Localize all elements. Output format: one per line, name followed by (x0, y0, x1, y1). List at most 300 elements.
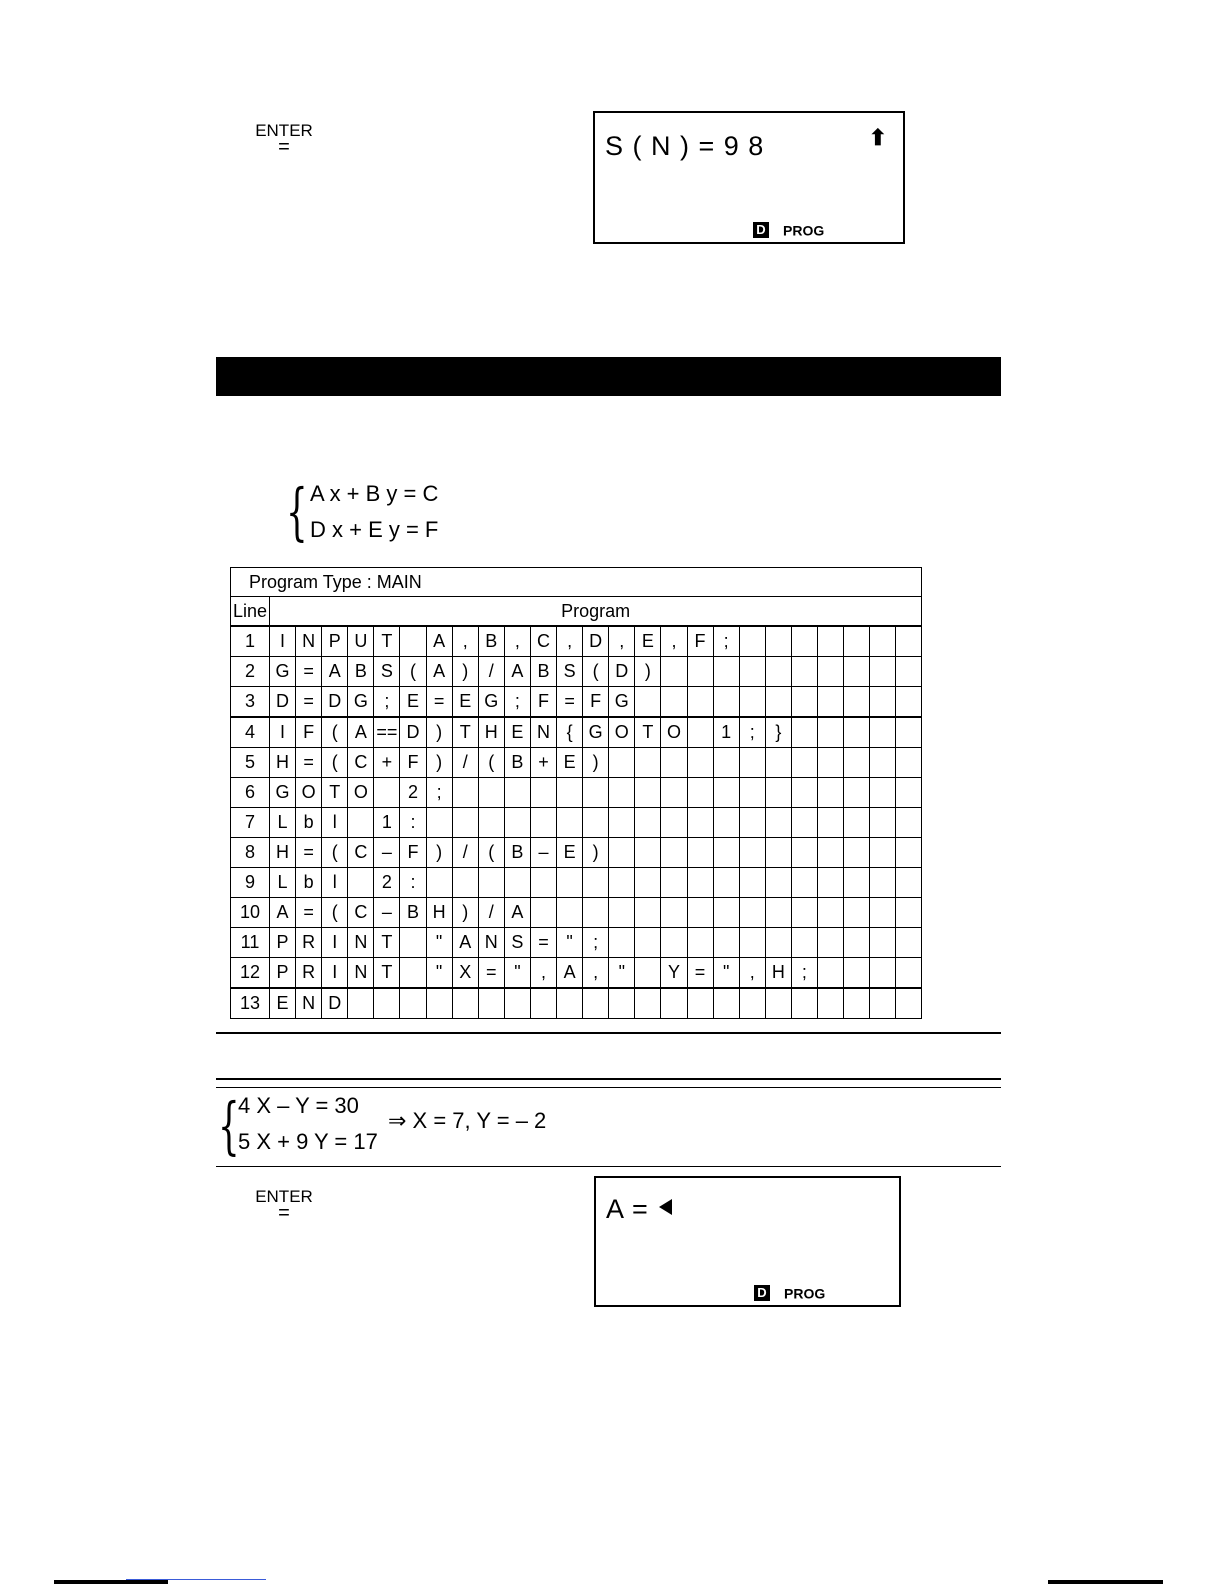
program-cell (791, 808, 817, 838)
divider-line (216, 1032, 1001, 1034)
program-cell (557, 808, 583, 838)
program-cell: F (530, 687, 556, 718)
example-bottom-rule (216, 1166, 1001, 1167)
program-cell (765, 748, 791, 778)
table-row (231, 838, 922, 868)
line-number: 3 (231, 687, 270, 718)
program-cell: B (504, 838, 530, 868)
program-cell (739, 748, 765, 778)
program-cell: = (426, 687, 452, 718)
program-cell: N (478, 928, 504, 958)
program-cell (765, 808, 791, 838)
program-cell (557, 778, 583, 808)
program-cell: N (296, 626, 322, 657)
up-arrow-icon: ⬆ (868, 125, 887, 150)
program-cell: = (296, 748, 322, 778)
program-cell (791, 778, 817, 808)
program-cell (870, 838, 896, 868)
lcd-prompt: A = (606, 1194, 649, 1224)
program-cell (896, 988, 922, 1019)
program-cell: C (348, 898, 374, 928)
program-cell: : (400, 808, 426, 838)
program-cell: D (322, 687, 348, 718)
table-row (231, 958, 922, 989)
table-row (231, 748, 922, 778)
program-cell: U (348, 626, 374, 657)
program-cell: D (400, 717, 426, 748)
program-cell: E (557, 838, 583, 868)
program-cell: E (452, 687, 478, 718)
lcd-display-top (593, 111, 905, 244)
program-cell: A (557, 958, 583, 989)
program-cell (504, 988, 530, 1019)
program-cell (713, 838, 739, 868)
program-cell (530, 898, 556, 928)
program-cell (635, 748, 661, 778)
line-number: 4 (231, 717, 270, 748)
program-cell (817, 988, 843, 1019)
program-cell (374, 778, 400, 808)
line-number: 6 (231, 778, 270, 808)
program-cell (844, 687, 870, 718)
program-cell: F (400, 838, 426, 868)
program-cell (478, 778, 504, 808)
corner-mark-left (54, 1580, 168, 1584)
program-cell (478, 808, 504, 838)
prog-indicator-bottom: PROG (784, 1285, 826, 1301)
program-cell (765, 778, 791, 808)
program-cell (687, 838, 713, 868)
program-cell: – (374, 898, 400, 928)
program-cell: ) (452, 898, 478, 928)
program-cell: X (452, 958, 478, 989)
table-row (231, 808, 922, 838)
enter-key[interactable] (249, 121, 319, 158)
program-cell (844, 868, 870, 898)
program-cell (452, 808, 478, 838)
program-cell: F (687, 626, 713, 657)
program-cell: – (530, 838, 556, 868)
program-cell: ; (739, 717, 765, 748)
program-cell: E (635, 626, 661, 657)
program-cell: T (374, 928, 400, 958)
program-cell (452, 778, 478, 808)
program-cell (400, 958, 426, 989)
program-cell: A (426, 626, 452, 657)
program-cell (896, 748, 922, 778)
program-cell (348, 808, 374, 838)
table-row (231, 657, 922, 687)
program-cell (530, 808, 556, 838)
program-cell: T (374, 958, 400, 989)
program-cell (791, 988, 817, 1019)
program-cell (844, 717, 870, 748)
program-cell (478, 988, 504, 1019)
program-cell: T (452, 717, 478, 748)
program-cell: l (322, 808, 348, 838)
program-cell: / (452, 838, 478, 868)
program-cell (870, 928, 896, 958)
program-cell: ) (583, 838, 609, 868)
program-cell: ; (713, 626, 739, 657)
program-cell (661, 928, 687, 958)
program-cell: N (530, 717, 556, 748)
program-cell (713, 808, 739, 838)
program-cell: R (296, 928, 322, 958)
program-cell (765, 626, 791, 657)
program-cell: , (661, 626, 687, 657)
line-number: 9 (231, 868, 270, 898)
program-cell: G (583, 717, 609, 748)
program-cell: ) (583, 748, 609, 778)
program-cell: A (348, 717, 374, 748)
program-cell: = (530, 928, 556, 958)
program-cell (687, 808, 713, 838)
program-cell: S (557, 657, 583, 687)
program-cell (896, 626, 922, 657)
program-cell: = (557, 687, 583, 718)
program-cell (635, 898, 661, 928)
program-cell: G (270, 657, 296, 687)
program-cell (739, 928, 765, 958)
program-cell (817, 928, 843, 958)
equation-2: D x + E y = F (310, 517, 439, 542)
program-cell: ( (583, 657, 609, 687)
program-cell (687, 928, 713, 958)
program-cell (713, 778, 739, 808)
program-cell (713, 748, 739, 778)
program-cell (557, 988, 583, 1019)
program-cell (557, 868, 583, 898)
program-cell: , (557, 626, 583, 657)
program-cell (635, 778, 661, 808)
program-cell: ; (583, 928, 609, 958)
program-cell (896, 898, 922, 928)
program-cell (870, 778, 896, 808)
program-cell (791, 687, 817, 718)
program-cell: I (270, 717, 296, 748)
program-cell (765, 868, 791, 898)
program-cell (687, 748, 713, 778)
lcd-status-bottom (754, 1284, 825, 1301)
program-cell (817, 958, 843, 989)
program-cell (687, 898, 713, 928)
program-cell (687, 717, 713, 748)
program-cell: , (739, 958, 765, 989)
program-cell: T (635, 717, 661, 748)
program-cell: l (322, 868, 348, 898)
program-cell (844, 898, 870, 928)
program-cell (870, 988, 896, 1019)
program-cell (817, 778, 843, 808)
program-cell (687, 778, 713, 808)
program-cell: T (374, 626, 400, 657)
program-cell (739, 657, 765, 687)
program-cell: ; (374, 687, 400, 718)
program-cell: C (348, 838, 374, 868)
program-cell: A (426, 657, 452, 687)
program-cell: – (374, 838, 400, 868)
program-cell (635, 838, 661, 868)
program-cell: B (400, 898, 426, 928)
program-cell: , (504, 626, 530, 657)
program-cell: ( (400, 657, 426, 687)
program-cell: A (270, 898, 296, 928)
program-cell (896, 808, 922, 838)
program-cell (713, 657, 739, 687)
program-cell: H (765, 958, 791, 989)
program-cell: P (270, 958, 296, 989)
enter-key-2[interactable] (249, 1187, 319, 1224)
program-cell: D (609, 657, 635, 687)
program-cell (609, 808, 635, 838)
program-cell (817, 838, 843, 868)
table-row (231, 626, 922, 657)
program-cell (765, 928, 791, 958)
program-cell (635, 868, 661, 898)
program-cell (791, 657, 817, 687)
program-cell: b (296, 808, 322, 838)
program-cell: == (374, 717, 400, 748)
program-cell: O (296, 778, 322, 808)
program-cell: O (348, 778, 374, 808)
program-cell: L (270, 868, 296, 898)
program-cell: ( (322, 748, 348, 778)
program-cell: N (296, 988, 322, 1019)
program-cell (426, 988, 452, 1019)
cursor-triangle-icon (659, 1199, 672, 1215)
program-cell (609, 898, 635, 928)
program-cell (635, 928, 661, 958)
enter-key-label-2: ENTER (255, 1187, 313, 1206)
program-cell: ) (452, 657, 478, 687)
table-row (231, 687, 922, 718)
program-cell (609, 838, 635, 868)
program-cell: ( (322, 717, 348, 748)
program-cell (765, 838, 791, 868)
program-cell (635, 687, 661, 718)
lcd-line1: S ( N ) = 9 8 (605, 131, 765, 161)
program-cell (765, 988, 791, 1019)
program-cell (896, 928, 922, 958)
program-cell: G (478, 687, 504, 718)
program-cell (739, 687, 765, 718)
program-cell: { (557, 717, 583, 748)
table-row (231, 898, 922, 928)
program-cell (583, 778, 609, 808)
program-cell (870, 898, 896, 928)
line-number: 7 (231, 808, 270, 838)
program-cell (791, 928, 817, 958)
program-cell (583, 988, 609, 1019)
program-cell: = (296, 898, 322, 928)
program-cell: , (452, 626, 478, 657)
program-cell (661, 868, 687, 898)
program-cell (426, 808, 452, 838)
program-cell: E (270, 988, 296, 1019)
program-cell: C (348, 748, 374, 778)
program-cell (844, 657, 870, 687)
program-cell (896, 778, 922, 808)
program-cell: / (478, 898, 504, 928)
program-cell (765, 687, 791, 718)
example-system (238, 1088, 378, 1160)
program-cell (791, 838, 817, 868)
program-cell (817, 868, 843, 898)
program-cell (817, 626, 843, 657)
program-cell: ) (426, 748, 452, 778)
program-cell: 2 (374, 868, 400, 898)
program-cell: / (452, 748, 478, 778)
program-cell (452, 988, 478, 1019)
program-cell (661, 988, 687, 1019)
program-cell: Y (661, 958, 687, 989)
program-cell: " (426, 958, 452, 989)
program-type-label: Program Type : MAIN (231, 568, 922, 597)
program-cell (791, 748, 817, 778)
link-underline (126, 1579, 266, 1580)
program-cell: " (713, 958, 739, 989)
program-cell (661, 838, 687, 868)
program-cell (791, 898, 817, 928)
line-number: 11 (231, 928, 270, 958)
program-cell: " (609, 958, 635, 989)
program-cell: D (583, 626, 609, 657)
program-cell (791, 717, 817, 748)
program-cell (870, 657, 896, 687)
lcd-status (753, 221, 824, 238)
program-cell (739, 988, 765, 1019)
program-cell (896, 868, 922, 898)
program-cell (896, 958, 922, 989)
program-cell: L (270, 808, 296, 838)
program-cell: E (400, 687, 426, 718)
program-cell (844, 928, 870, 958)
program-cell (583, 808, 609, 838)
program-cell: , (583, 958, 609, 989)
program-cell: H (426, 898, 452, 928)
example-top-rule (216, 1078, 1001, 1080)
program-cell: P (270, 928, 296, 958)
program-cell (896, 687, 922, 718)
program-cell: B (478, 626, 504, 657)
program-cell (687, 657, 713, 687)
program-cell (896, 657, 922, 687)
program-cell (635, 958, 661, 989)
program-cell (713, 928, 739, 958)
d-badge: D (753, 222, 769, 238)
table-row (231, 778, 922, 808)
line-number: 8 (231, 838, 270, 868)
program-cell (609, 928, 635, 958)
program-cell (661, 898, 687, 928)
table-row (231, 717, 922, 748)
program-cell (844, 838, 870, 868)
program-cell (870, 868, 896, 898)
program-cell: I (322, 928, 348, 958)
program-cell: A (504, 657, 530, 687)
program-cell (870, 748, 896, 778)
program-cell: G (609, 687, 635, 718)
program-cell (348, 988, 374, 1019)
program-cell (844, 958, 870, 989)
program-cell: = (478, 958, 504, 989)
program-cell (661, 778, 687, 808)
program-cell (609, 778, 635, 808)
line-number: 12 (231, 958, 270, 989)
program-cell (817, 657, 843, 687)
program-cell: H (270, 748, 296, 778)
program-cell: ; (504, 687, 530, 718)
program-cell: B (348, 657, 374, 687)
corner-mark-right (1048, 1580, 1163, 1584)
program-cell (530, 988, 556, 1019)
program-cell: B (530, 657, 556, 687)
program-cell (400, 626, 426, 657)
program-cell: B (504, 748, 530, 778)
program-cell: P (322, 626, 348, 657)
program-cell (870, 717, 896, 748)
program-cell: = (687, 958, 713, 989)
section-header-bar (216, 357, 1001, 396)
program-cell (661, 687, 687, 718)
program-cell (870, 808, 896, 838)
program-cell (374, 988, 400, 1019)
program-cell: 1 (374, 808, 400, 838)
program-cell (844, 808, 870, 838)
lcd-line1-bottom (606, 1194, 672, 1225)
program-cell (896, 838, 922, 868)
program-cell: N (348, 958, 374, 989)
enter-key-sub-2: = (278, 1202, 290, 1224)
program-cell: T (322, 778, 348, 808)
program-cell: + (374, 748, 400, 778)
program-cell: S (504, 928, 530, 958)
program-cell (530, 778, 556, 808)
equation-system (310, 476, 438, 548)
program-cell (661, 748, 687, 778)
program-cell (635, 808, 661, 838)
program-cell: I (270, 626, 296, 657)
program-cell (609, 868, 635, 898)
program-cell (426, 868, 452, 898)
program-cell (400, 928, 426, 958)
program-cell (504, 868, 530, 898)
program-cell (713, 988, 739, 1019)
program-cell: S (374, 657, 400, 687)
program-cell: F (296, 717, 322, 748)
program-cell (844, 988, 870, 1019)
program-cell (870, 626, 896, 657)
table-row (231, 868, 922, 898)
program-cell (609, 748, 635, 778)
program-cell: = (296, 687, 322, 718)
program-cell: D (322, 988, 348, 1019)
line-number: 5 (231, 748, 270, 778)
program-cell (609, 988, 635, 1019)
program-cell (817, 898, 843, 928)
program-cell (713, 868, 739, 898)
program-table (230, 567, 922, 1019)
program-cell: = (296, 657, 322, 687)
program-cell (844, 626, 870, 657)
program-cell (687, 988, 713, 1019)
program-cell (557, 898, 583, 928)
program-cell (687, 687, 713, 718)
program-cell (661, 808, 687, 838)
line-column-header: Line (231, 597, 270, 627)
program-cell: F (400, 748, 426, 778)
